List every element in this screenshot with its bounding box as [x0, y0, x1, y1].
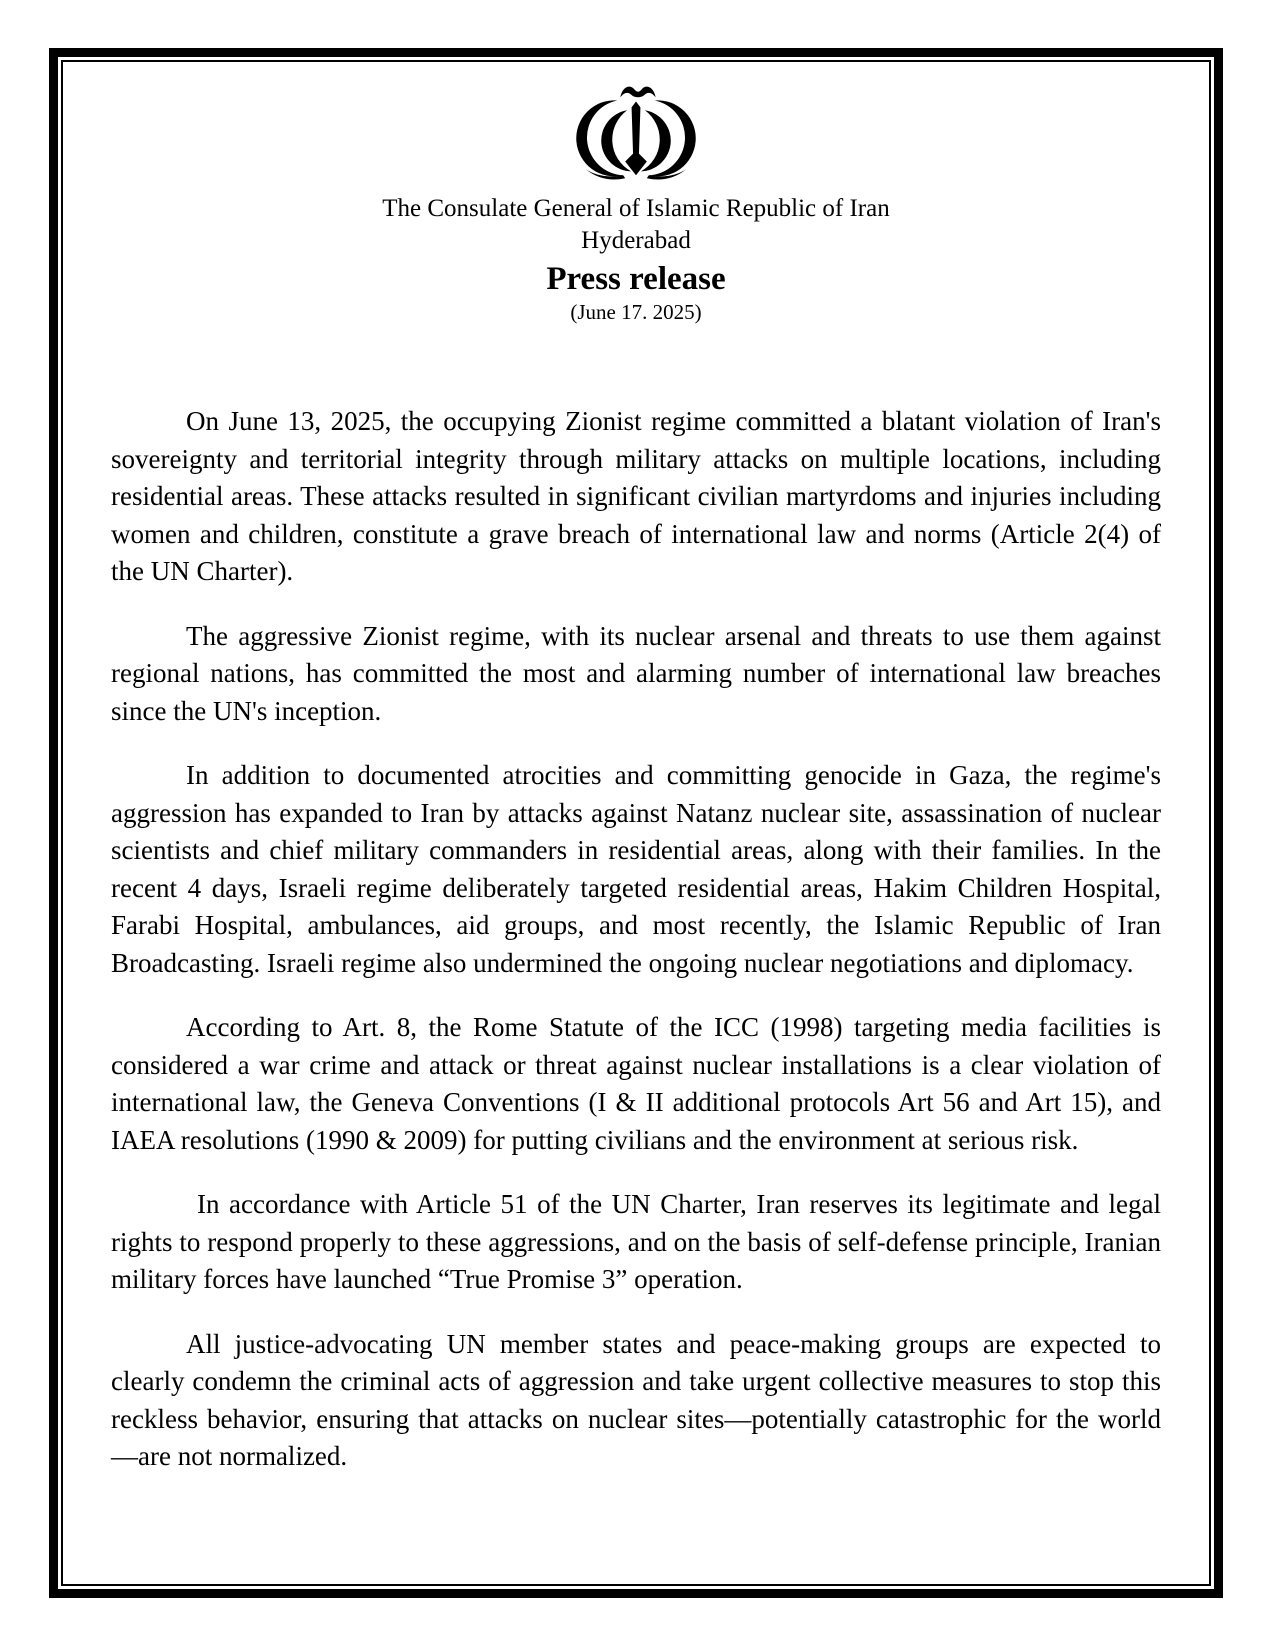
paragraph-2: The aggressive Zionist regime, with its nuclear arsenal and threats to use them against regional nations, has committed the most and alarming number of international law breaches since the UN's inception.: [111, 620, 1161, 726]
document-border-frame: [49, 48, 1223, 1598]
org-city-line: Hyderabad: [581, 227, 691, 254]
paragraph-1: On June 13, 2025, the occupying Zionist regime committed a blatant violation of Iran's sovereignty and territorial integrity through military attacks on multiple locations, including residential areas. These attacks resulted in significant civilian martyrdoms and injuries including women and children, constitute a grave breach of international law and norms (Article 2(4) of the UN Charter).: [111, 406, 1161, 586]
date-line: (June 17. 2025): [570, 300, 702, 324]
page-title: Press release: [546, 261, 726, 297]
paragraph-5: In accordance with Article 51 of the UN Charter, Iran reserves its legitimate and legal rights to respond properly to these aggressions, and on the basis of self-defense principle, Iranian military forces have launched “True Promise 3” operation.: [111, 1189, 1161, 1294]
document-content-area: [61, 60, 1211, 1586]
paragraph-4: According to Art. 8, the Rome Statute of the ICC (1998) targeting media facilities is considered a war crime and attack or threat against nuclear installations is a clear violation of international law, the Geneva Conventions (I & II additional protocols Art 56 and Art 15), and IAEA resolutions (1990 & 2009) for putting civilians and the environment at serious risk.: [111, 1012, 1161, 1155]
org-name-line: The Consulate General of Islamic Republic of Iran: [382, 195, 890, 222]
paragraph-3: In addition to documented atrocities and committing genocide in Gaza, the regime's aggression has expanded to Iran by attacks against Natanz nuclear site, assassination of nuclear scientists and chief military commanders in residential areas, along with their families. In the recent 4 days, Israeli regime deliberately targeted residential areas, Hakim Children Hospital, Farabi Hospital, ambulances, aid groups, and most recently, the Islamic Republic of Iran Broadcasting. Israeli regime also undermined the ongoing nuclear negotiations and diplomacy.: [111, 760, 1161, 978]
paragraph-6: All justice-advocating UN member states and peace-making groups are expected to clearly condemn the criminal acts of aggression and take urgent collective measures to stop this reckless behavior, ensuring that attacks on nuclear sites—potentially catastrophic for the world—are not normalized.: [111, 1328, 1161, 1471]
document-header: [111, 80, 1161, 325]
press-release-body: [111, 403, 1161, 1476]
iran-emblem-icon: [572, 80, 700, 180]
